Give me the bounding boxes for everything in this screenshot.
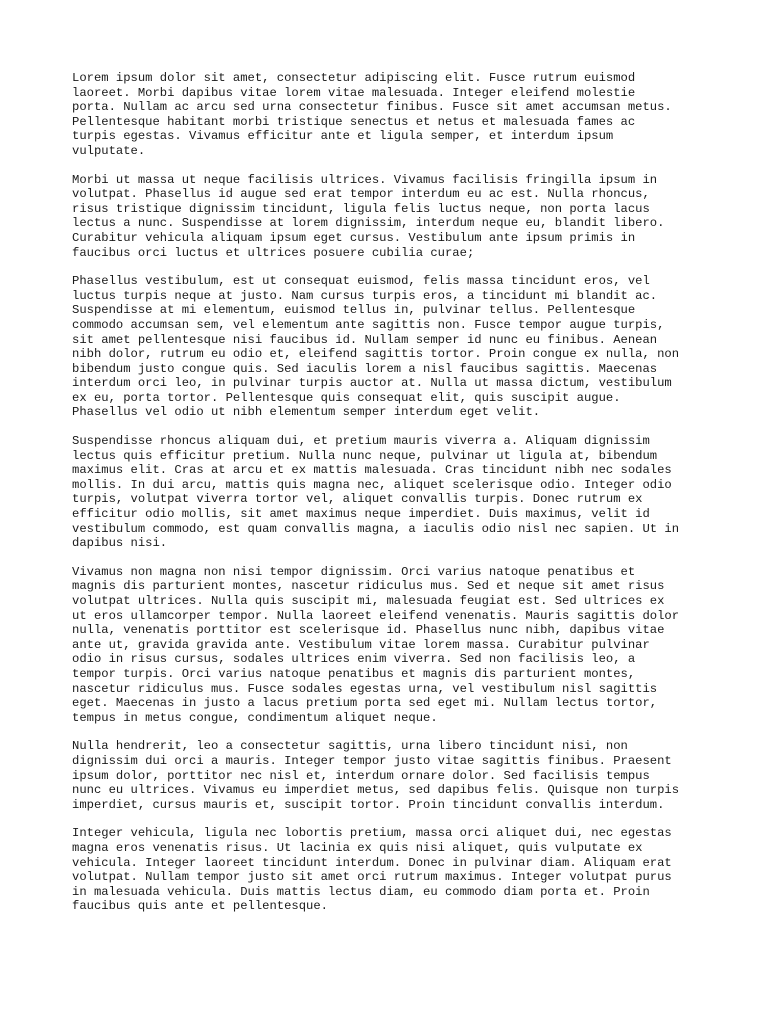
paragraph-4: Suspendisse rhoncus aliquam dui, et pretium mauris viverra a. Aliquam dignissim lectus quis efficitur pretium. Nulla nunc neque, pulvinar ut ligula at, bibendum maximus elit. Cras at arcu et ex mattis malesuada. Cras tincidunt nibh nec sodales mollis. In dui arcu, mattis quis magna nec, aliquet scelerisque odio. Integer odio turpis, volutpat viverra tortor vel, aliquet convallis turpis. Donec rutrum ex efficitur odio mollis, sit amet maximus neque imperdiet. Duis maximus, velit id vestibulum commodo, est quam convallis magna, a iaculis odio nisl nec sapien. Ut in dapibus nisi. (72, 434, 680, 551)
paragraph-1: Lorem ipsum dolor sit amet, consectetur adipiscing elit. Fusce rutrum euismod laoreet. Morbi dapibus vitae lorem vitae malesuada. Integer eleifend molestie porta. Nullam ac arcu sed urna consectetur finibus. Fusce sit amet accumsan metus. Pellentesque habitant morbi tristique senectus et netus et malesuada fames ac turpis egestas. Vivamus efficitur ante et ligula semper, et interdum ipsum vulputate. (72, 71, 672, 158)
paragraph-6: Nulla hendrerit, leo a consectetur sagittis, urna libero tincidunt nisi, non dignissim dui orci a mauris. Integer tempor justo vitae sagittis finibus. Praesent ipsum dolor, porttitor nec nisl et, interdum ornare dolor. Sed facilisis tempus nunc eu ultrices. Vivamus eu imperdiet metus, sed dapibus felis. Quisque non turpis imperdiet, cursus mauris et, suscipit tortor. Proin tincidunt convallis interdum. (72, 739, 680, 812)
document-body (72, 71, 702, 928)
paragraph-3: Phasellus vestibulum, est ut consequat euismod, felis massa tincidunt eros, vel luctus turpis neque at justo. Nam cursus turpis eros, a tincidunt mi blandit ac. Suspendisse at mi elementum, euismod tellus in, pulvinar tellus. Pellentesque commodo accumsan sem, vel elementum ante sagittis non. Fusce tempor augue turpis, sit amet pellentesque nisi faucibus id. Nullam semper id nunc eu finibus. Aenean nibh dolor, rutrum eu odio et, eleifend sagittis tortor. Proin congue ex nulla, non bibendum justo congue quis. Sed iaculis lorem a nisl faucibus sagittis. Maecenas interdum orci leo, in pulvinar turpis auctor at. Nulla ut massa dictum, vestibulum ex eu, porta tortor. Pellentesque quis consequat elit, quis suscipit augue. Phasellus vel odio ut nibh elementum semper interdum eget velit. (72, 274, 680, 420)
paragraph-7: Integer vehicula, ligula nec lobortis pretium, massa orci aliquet dui, nec egestas magna eros venenatis risus. Ut lacinia ex quis nisi aliquet, quis vulputate ex vehicula. Integer laoreet tincidunt interdum. Donec in pulvinar diam. Aliquam erat volutpat. Nullam tempor justo sit amet orci rutrum maximus. Integer volutpat purus in malesuada vehicula. Duis mattis lectus diam, eu commodo diam porta et. Proin faucibus quis ante et pellentesque. (72, 826, 672, 914)
paragraph-5: Vivamus non magna non nisi tempor dignissim. Orci varius natoque penatibus et magnis dis parturient montes, nascetur ridiculus mus. Sed et neque sit amet risus volutpat ultrices. Nulla quis suscipit mi, malesuada feugiat est. Sed ultrices ex ut eros ullamcorper tempor. Nulla laoreet eleifend venenatis. Mauris sagittis dolor nulla, venenatis porttitor est scelerisque id. Phasellus nunc nibh, dapibus vitae ante ut, gravida gravida ante. Vestibulum vitae lorem massa. Curabitur pulvinar odio in risus cursus, sodales ultrices enim viverra. Sed non facilisis leo, a tempor turpis. Orci varius natoque penatibus et magnis dis parturient montes, nascetur ridiculus mus. Fusce sodales egestas urna, vel vestibulum nisl sagittis eget. Maecenas in justo a lacus pretium porta sed eget mi. Nullam lectus tortor, tempus in metus congue, condimentum aliquet neque. (72, 564, 680, 725)
paragraph-2: Morbi ut massa ut neque facilisis ultrices. Vivamus facilisis fringilla ipsum in volutpat. Phasellus id augue sed erat tempor interdum eu ac est. Nulla rhoncus, risus tristique dignissim tincidunt, ligula felis luctus neque, non porta lacus lectus a nunc. Suspendisse at lorem dignissim, interdum neque eu, blandit libero. Curabitur vehicula aliquam ipsum eget cursus. Vestibulum ante ipsum primis in faucibus orci luctus et ultrices posuere cubilia curae; (72, 172, 665, 260)
